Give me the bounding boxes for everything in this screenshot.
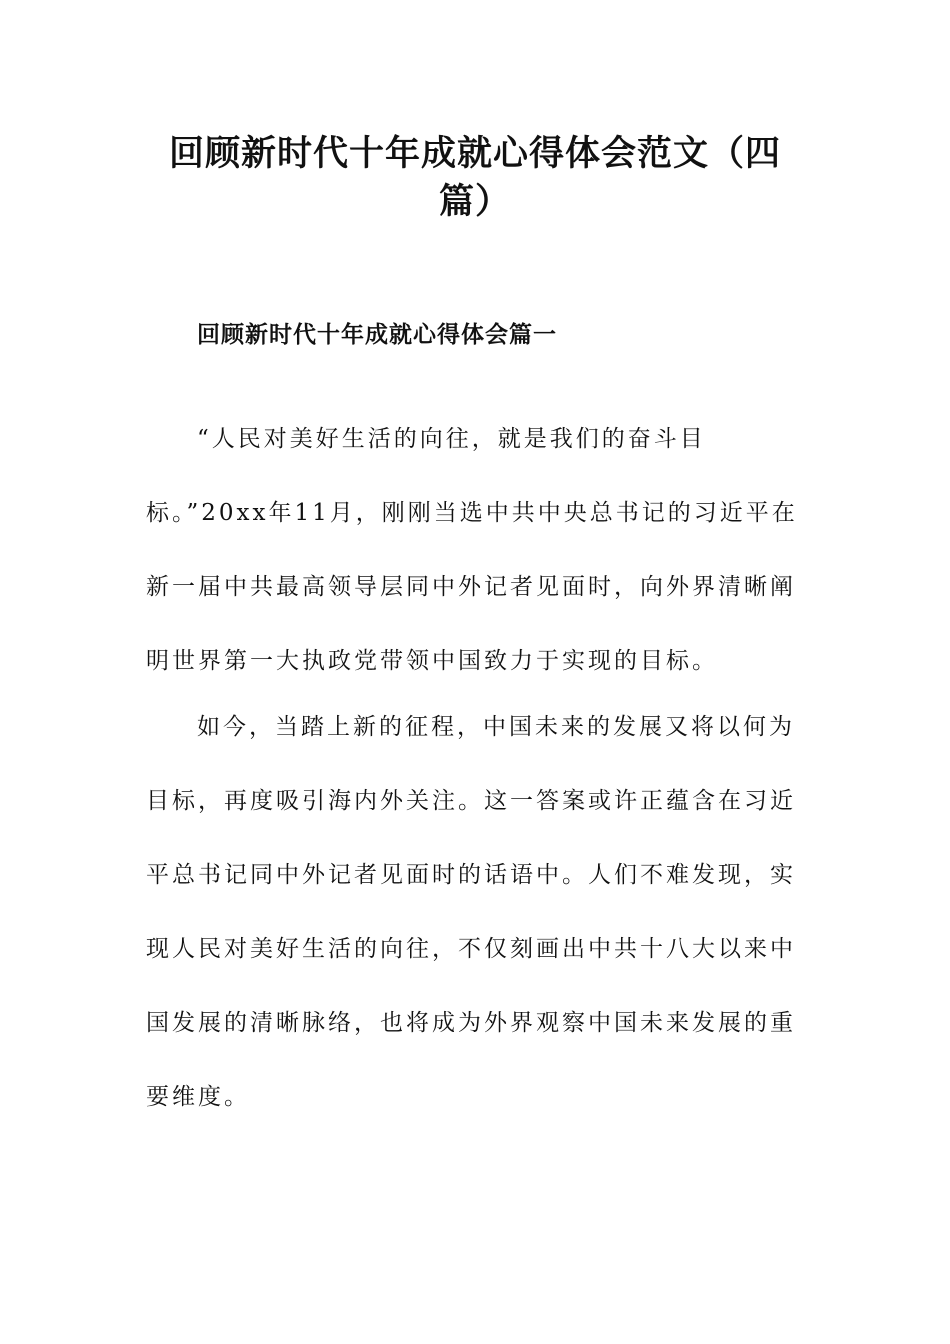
document-title-line-2: 篇）	[438, 182, 511, 222]
paragraph-line: “人民对美好生活的向往，就是我们的奋斗目	[197, 426, 706, 452]
paragraph-line: 要维度。	[146, 1084, 250, 1110]
section-heading: 回顾新时代十年成就心得体会篇一	[197, 322, 557, 348]
paragraph-line: 国发展的清晰脉络，也将成为外界观察中国未来发展的重	[146, 1010, 796, 1036]
paragraph-line: 新一届中共最高领导层同中外记者见面时，向外界清晰阐	[146, 574, 796, 600]
paragraph-line: 明世界第一大执政党带领中国致力于实现的目标。	[146, 648, 718, 674]
paragraph-line: 标。”20xx年11月，刚刚当选中共中央总书记的习近平在	[146, 500, 798, 526]
document-title-line-1: 回顾新时代十年成就心得体会范文（四	[168, 134, 781, 174]
paragraph-line: 现人民对美好生活的向往，不仅刻画出中共十八大以来中	[146, 936, 796, 962]
paragraph-line: 目标，再度吸引海内外关注。这一答案或许正蕴含在习近	[146, 788, 796, 814]
paragraph-line: 如今，当踏上新的征程，中国未来的发展又将以何为	[197, 714, 795, 740]
paragraph-line: 平总书记同中外记者见面时的话语中。人们不难发现，实	[146, 862, 796, 888]
